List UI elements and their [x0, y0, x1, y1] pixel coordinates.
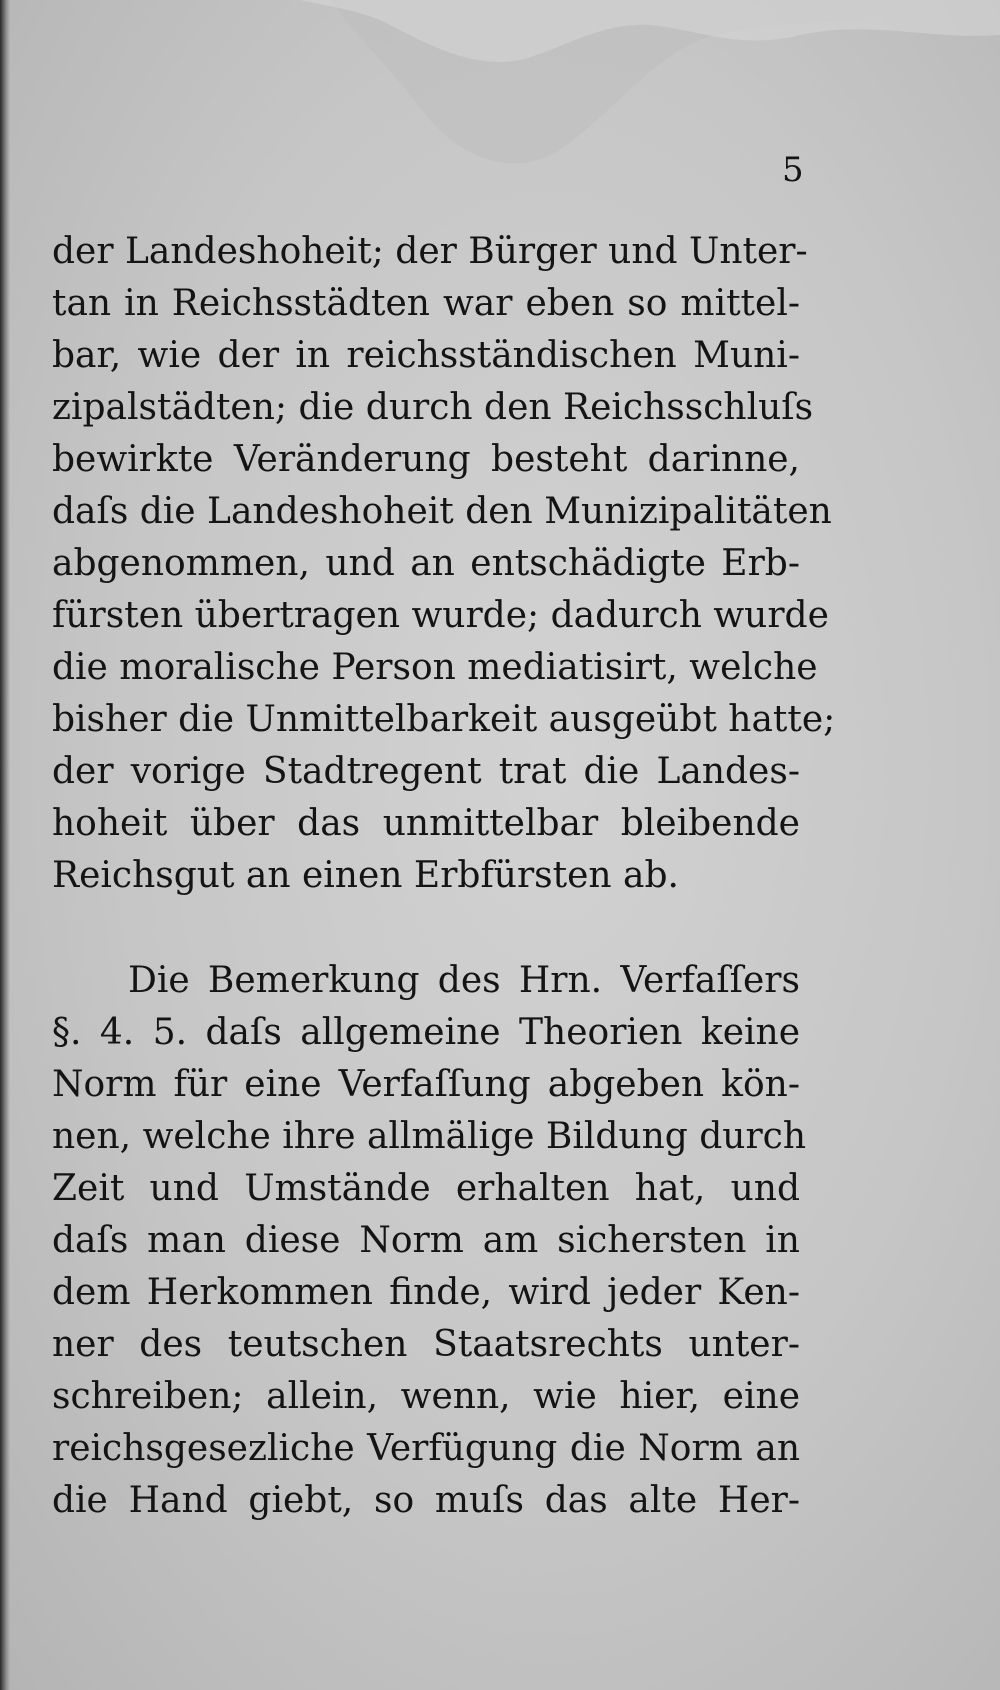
text-line: ner des teutschen Staatsrechts unter- — [52, 1324, 800, 1365]
text-line: bisher die Unmittelbarkeit ausgeübt hatte; — [52, 699, 836, 740]
text-line: der Landeshoheit; der Bürger und Unter- — [52, 231, 808, 272]
text-line: daſs man diese Norm am sichersten in — [52, 1220, 800, 1261]
text-line: daſs die Landeshoheit den Munizipalitäten — [52, 491, 832, 532]
page-number: 5 — [782, 150, 804, 190]
text-line: dem Herkommen finde, wird jeder Ken- — [52, 1272, 800, 1313]
text-line: Norm für eine Verfaſſung abgeben kön- — [52, 1064, 800, 1105]
text-line: reichsgesezliche Verfügung die Norm an — [52, 1428, 800, 1469]
text-line: Zeit und Umstände erhalten hat, und — [52, 1168, 800, 1209]
text-line: nen, welche ihre allmälige Bildung durch — [52, 1116, 807, 1157]
text-line: Reichsgut an einen Erbfürsten ab. — [52, 855, 679, 896]
text-line: schreiben; allein, wenn, wie hier, eine — [52, 1376, 800, 1417]
text-line: bewirkte Veränderung besteht darinne, — [52, 439, 800, 480]
text-line: bar, wie der in reichsständischen Muni- — [52, 335, 800, 376]
paragraph-2 — [52, 955, 807, 1527]
text-line: abgenommen, und an entschädigte Erb- — [52, 543, 800, 584]
text-line: fürsten übertragen wurde; dadurch wurde — [52, 595, 829, 636]
text-line: zipalstädten; die durch den Reichsschluſs — [52, 387, 814, 428]
text-line: die Hand giebt, so muſs das alte Her- — [52, 1480, 800, 1521]
text-line: §. 4. 5. daſs allgemeine Theorien keine — [52, 1012, 800, 1053]
text-line: Die Bemerkung des Hrn. Verfaſſers — [128, 960, 800, 1001]
text-line: tan in Reichsstädten war eben so mittel- — [52, 283, 800, 324]
page-edge-shadow — [0, 0, 10, 1690]
text-line: die moralische Person mediatisirt, welche — [52, 647, 818, 688]
water-stain — [0, 0, 1000, 220]
text-line: hoheit über das unmittelbar bleibende — [52, 803, 800, 844]
paragraph-1 — [52, 226, 836, 902]
text-line: der vorige Stadtregent trat die Landes- — [52, 751, 800, 792]
